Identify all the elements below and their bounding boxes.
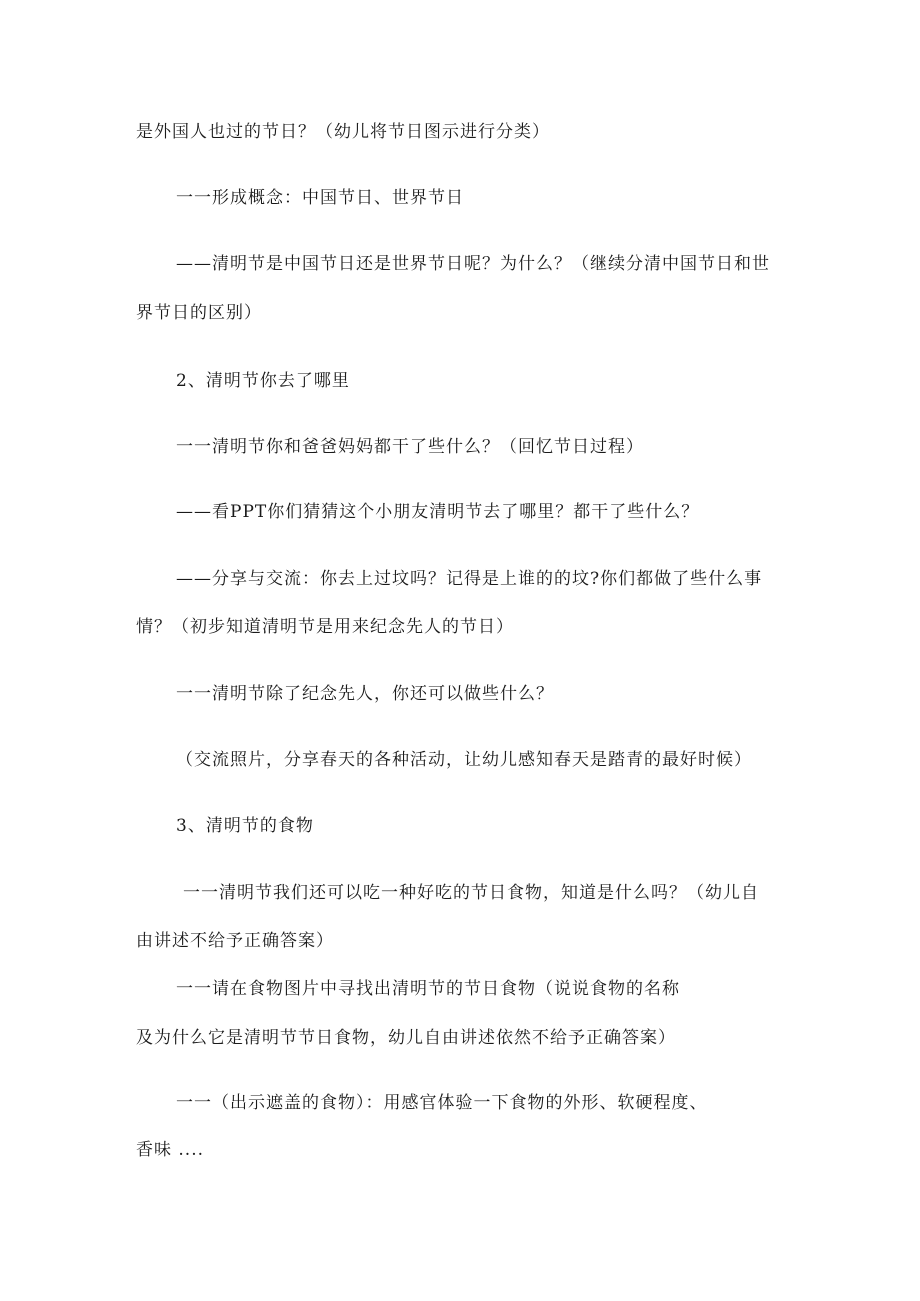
text-line: ——看PPT你们猜猜这个小朋友清明节去了哪里？都干了些什么？ <box>176 502 700 522</box>
text-line: ——清明节是中国节日还是世界节日呢？为什么？（继续分清中国节日和世 <box>176 254 770 274</box>
text-line: 香味 .... <box>136 1140 205 1160</box>
section-heading: 2、清明节你去了哪里 <box>176 371 350 391</box>
text-line: 一一清明节你和爸爸妈妈都干了些什么？（回忆节日过程） <box>176 437 644 457</box>
text-line: 一一请在食物图片中寻找出清明节的节日食物（说说食物的名称 <box>176 979 680 999</box>
text-line: 一一形成概念：中国节日、世界节日 <box>176 188 464 208</box>
text-line: ——分享与交流：你去上过坟吗？记得是上谁的的坟?你们都做了些什么事 <box>176 569 763 589</box>
section-heading: 3、清明节的食物 <box>176 816 314 836</box>
text-line: 一一（出示遮盖的食物）：用感官体验一下食物的外形、软硬程度、 <box>176 1093 708 1113</box>
text-line: 及为什么它是清明节节日食物，幼儿自由讲述依然不给予正确答案） <box>136 1028 676 1048</box>
text-line: 一一清明节除了纪念先人，你还可以做些什么？ <box>176 684 554 704</box>
text-line: （交流照片，分享春天的各种活动，让幼儿感知春天是踏青的最好时候） <box>176 750 752 770</box>
text-line: 由讲述不给予正确答案） <box>136 931 334 951</box>
text-line: 界节日的区别） <box>136 303 262 323</box>
text-line: 是外国人也过的节日？（幼儿将节日图示进行分类） <box>136 122 550 142</box>
text-line: 情？（初步知道清明节是用来纪念先人的节日） <box>136 617 514 637</box>
text-line: 一一清明节我们还可以吃一种好吃的节日食物，知道是什么吗？（幼儿自 <box>183 883 759 903</box>
